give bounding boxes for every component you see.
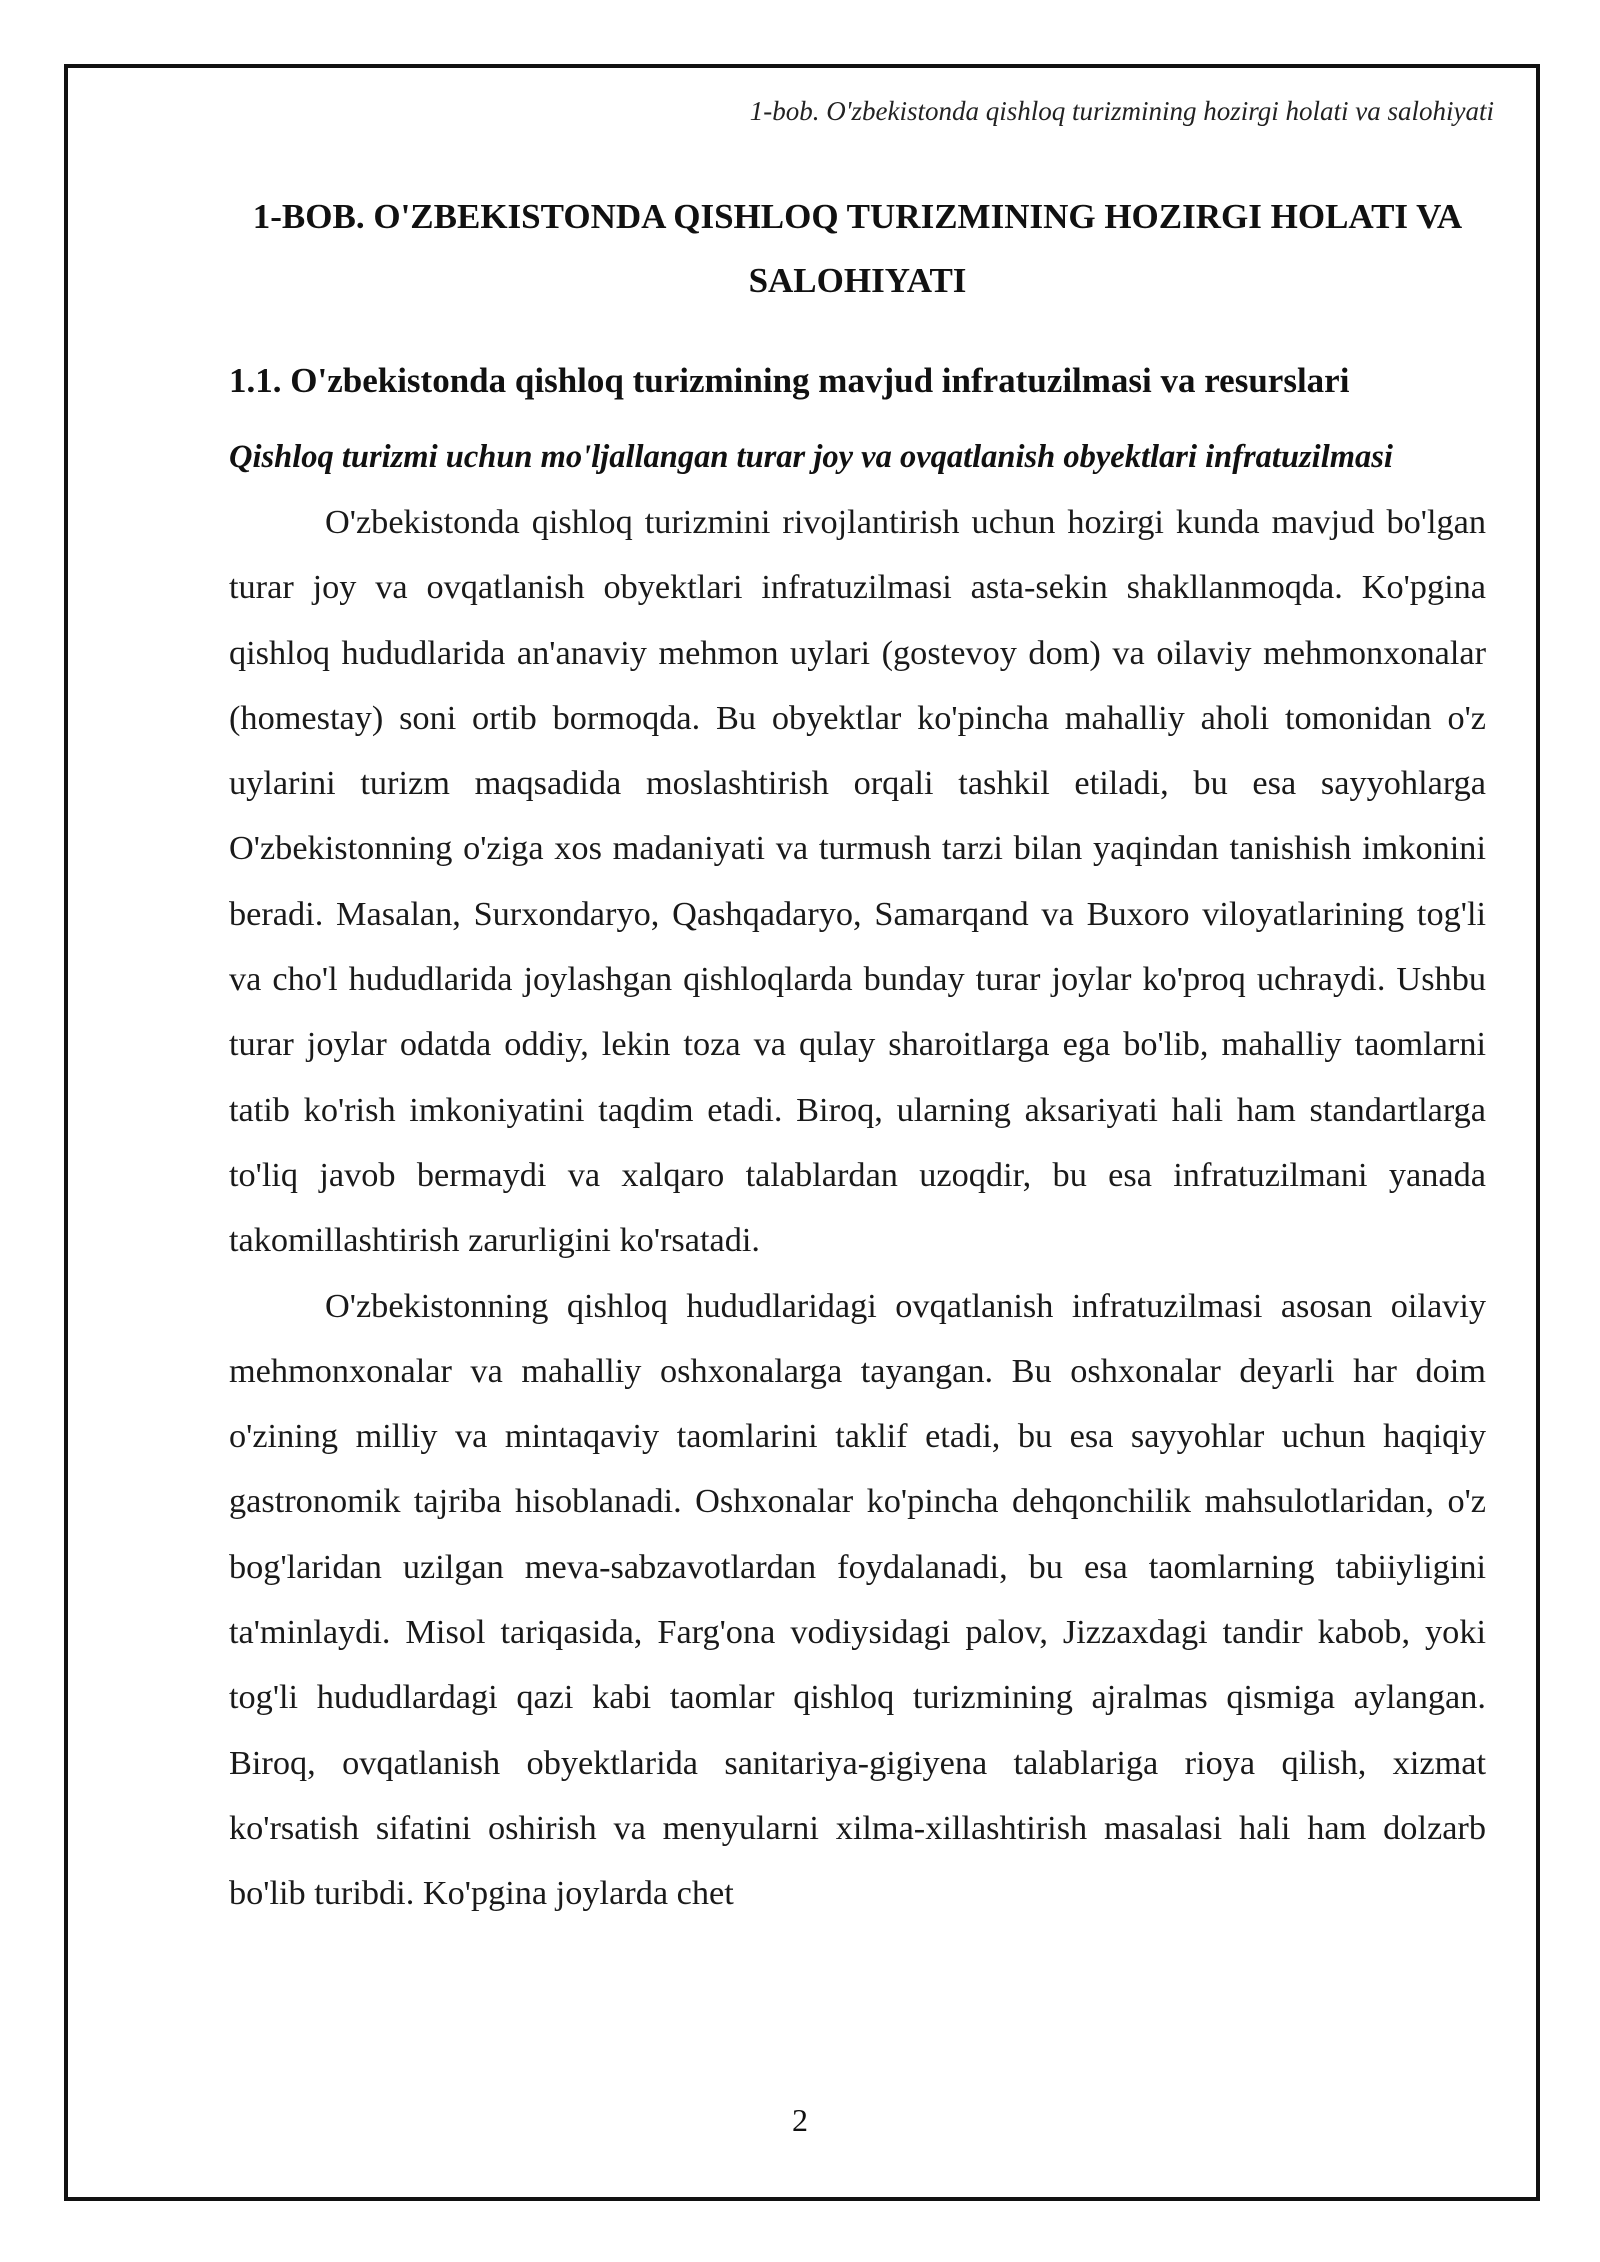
running-header: 1-bob. O'zbekistonda qishloq turizmining hozirgi holati va salohiyati — [749, 96, 1494, 126]
subsection-title: Qishloq turizmi uchun mo'ljallangan turar joy va ovqatlanish obyektlari infratuzilmasi — [229, 439, 1393, 475]
page-number: 2 — [792, 2102, 808, 2138]
body-paragraph: O'zbekistonning qishloq hududlaridagi ovqatlanish infratuzilmasi asosan oilaviy mehmonxonalar va mahalliy oshxonalarga tayangan. Bu oshxonalar deyarli har doim o'zining milliy va mintaqaviy taomlarini taklif etadi, bu esa sayyohlar uchun haqiqiy gastronomik tajriba hisoblanadi. Oshxonalar ko'pincha dehqonchilik mahsulotlaridan, o'z bog'laridan uzilgan meva-sabzavotlardan foydalanadi, bu esa taomlarning tabiiyligini ta'minlaydi. Misol tariqasida, Farg'ona vodiysidagi palov, Jizzaxdagi tandir kabob, yoki tog'li hududlardagi qazi kabi taomlar qishloq turizmining ajralmas qismiga aylangan. Biroq, ovqatlanish obyektlarida sanitariya-gigiyena talablariga rioya qilish, xizmat ko'rsatish sifatini oshirish va menyularni xilma-xillashtirish masalasi hali ham dolzarb bo'lib turibdi. Ko'pgina joylarda chet — [229, 1286, 1486, 1913]
body-paragraph: O'zbekistonda qishloq turizmini rivojlantirish uchun hozirgi kunda mavjud bo'lgan turar joy va ovqatlanish obyektlari infratuzilmasi asta-sekin shakllanmoqda. Ko'pgina qishloq hududlarida an'anaviy mehmon uylari (gostevoy dom) va oilaviy mehmonxonalar (homestay) soni ortib bormoqda. Bu obyektlar ko'pincha mahalliy aholi tomonidan o'z uylarini turizm maqsadida moslashtirish orqali tashkil etiladi, bu esa sayyohlarga O'zbekistonning o'ziga xos madaniyati va turmush tarzi bilan yaqindan tanishish imkonini beradi. Masalan, Surxondaryo, Qashqadaryo, Samarqand va Buxoro viloyatlarining tog'li va cho'l hududlarida joylashgan qishloqlarda bunday turar joylar ko'proq uchraydi. Ushbu turar joylar odatda oddiy, lekin toza va qulay sharoitlarga ega bo'lib, mahalliy taomlarni tatib ko'rish imkoniyatini taqdim etadi. Biroq, ularning aksariyati hali ham standartlarga to'liq javob bermaydi va xalqaro talablardan uzoqdir, bu esa infratuzilmani yanada takomillashtirish zarurligini ko'rsatadi. — [229, 503, 1486, 1260]
section-title: 1.1. O'zbekistonda qishloq turizmining mavjud infratuzilmasi va resurslari — [229, 361, 1350, 400]
chapter-title: 1-BOB. O'ZBEKISTONDA QISHLOQ TURIZMINING HOZIRGI HOLATI VA SALOHIYATI — [252, 197, 1463, 300]
page-content — [229, 185, 1486, 1927]
